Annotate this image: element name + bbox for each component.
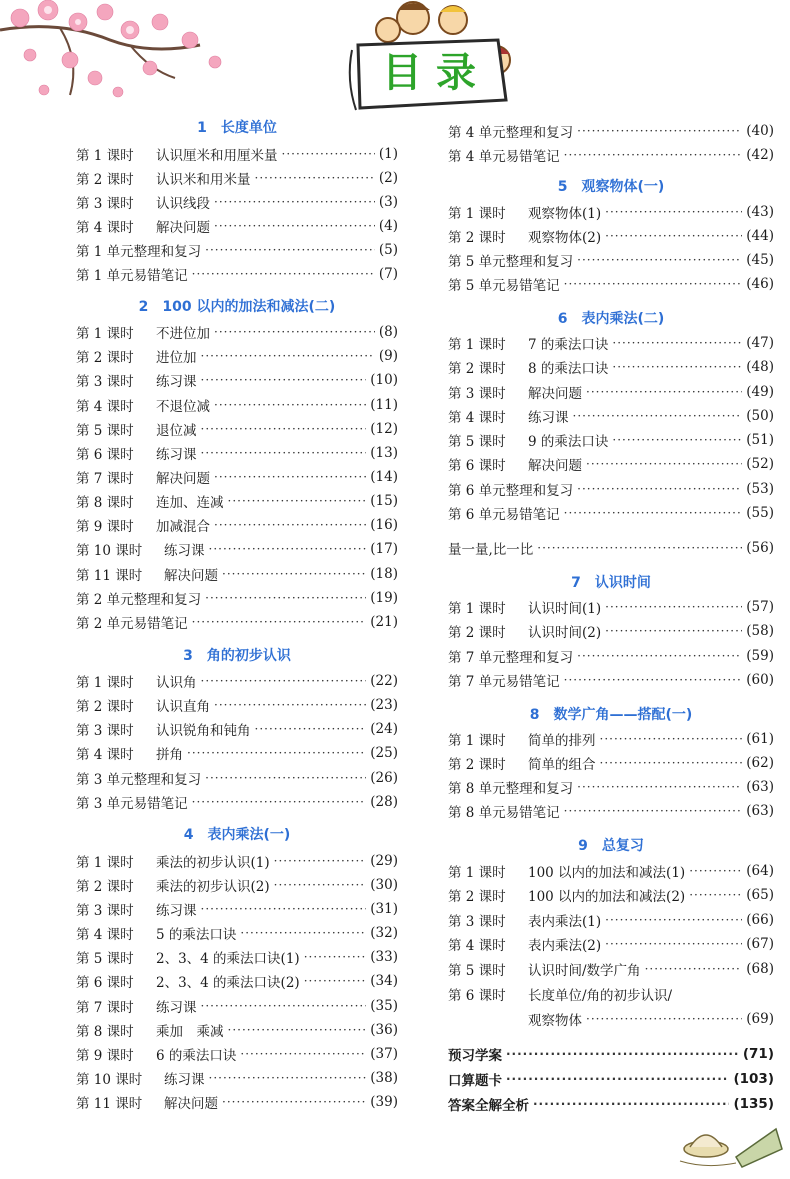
section-title: 2 100 以内的加法和减法(二) <box>138 299 336 315</box>
toc-entry[interactable]: 第 4 单元整理和复习 ····· (40) <box>448 120 774 142</box>
section-title: 5 观察物体(一) <box>557 179 665 195</box>
toc-entry[interactable]: 第 7 课时 解决问题 ····· (14) <box>76 466 398 488</box>
toc-entry[interactable]: 第 2 课时 认识时间(2) ····· (58) <box>448 620 774 642</box>
toc-entry-oral-calc[interactable]: 口算题卡 ····· (103) <box>448 1068 774 1090</box>
toc-entry[interactable]: 第 3 单元易错笔记 ····· (28) <box>76 791 398 813</box>
toc-entry[interactable]: 第 1 课时 100 以内的加法和减法(1) ····· (64) <box>448 860 774 882</box>
toc-entry[interactable]: 第 4 课时 不退位减 ····· (11) <box>76 394 398 416</box>
toc-entry[interactable]: 第 6 课时 解决问题 ····· (52) <box>448 453 774 475</box>
toc-entry[interactable]: 第 2 课时 认识直角 ····· (23) <box>76 694 398 716</box>
toc-entry[interactable]: 第 1 课时 认识时间(1) ····· (57) <box>448 596 774 618</box>
toc-entry[interactable]: 第 5 单元整理和复习 ····· (45) <box>448 249 774 271</box>
toc-entry[interactable]: 第 3 课时 练习课 ····· (31) <box>76 898 398 920</box>
section-title: 1 长度单位 <box>197 120 277 136</box>
section-title: 9 总复习 <box>578 838 644 854</box>
toc-entry-preview[interactable]: 预习学案 ····· (71) <box>448 1043 774 1065</box>
section-title: 8 数学广角——搭配(一) <box>529 707 693 723</box>
toc-entry[interactable]: 第 1 课时 观察物体(1) ····· (43) <box>448 201 774 223</box>
toc-entry[interactable]: 第 5 课时 2、3、4 的乘法口诀(1) ····· (33) <box>76 946 398 968</box>
cherry-blossom-decoration <box>0 0 250 110</box>
toc-entry[interactable]: 第 7 单元易错笔记 ····· (60) <box>448 669 774 691</box>
toc-entry[interactable]: 第 11 课时 解决问题 ····· (18) <box>76 563 398 585</box>
toc-entry[interactable]: 第 1 课时 7 的乘法口诀 ····· (47) <box>448 332 774 354</box>
toc-entry[interactable]: 第 4 课时 拼角 ····· (25) <box>76 742 398 764</box>
toc-entry[interactable]: 第 3 课时 练习课 ····· (10) <box>76 369 398 391</box>
toc-entry[interactable]: 第 3 课时 表内乘法(1) ····· (66) <box>448 909 774 931</box>
toc-entry[interactable]: 第 11 课时 解决问题 ····· (39) <box>76 1091 398 1113</box>
toc-entry[interactable]: 第 6 课时 长度单位/角的初步认识/ <box>448 988 673 1004</box>
toc-entry[interactable]: 量一量,比一比 ····· (56) <box>448 537 774 559</box>
toc-entry[interactable]: 第 1 课时 乘法的初步认识(1) ····· (29) <box>76 850 398 872</box>
toc-entry[interactable]: 第 3 课时 解决问题 ····· (49) <box>448 381 774 403</box>
toc-entry[interactable]: 第 2 课时 简单的组合 ····· (62) <box>448 752 774 774</box>
toc-entry[interactable]: 第 9 课时 6 的乘法口诀 ····· (37) <box>76 1043 398 1065</box>
section-title: 4 表内乘法(一) <box>183 827 291 843</box>
toc-entry[interactable]: 第 3 课时 认识线段 ····· (3) <box>76 191 398 213</box>
toc-entry[interactable]: 第 2 课时 认识米和用米量 ····· (2) <box>76 167 398 189</box>
toc-entry[interactable]: 第 5 课时 9 的乘法口诀 ····· (51) <box>448 429 774 451</box>
toc-entry[interactable]: 第 1 课时 认识厘米和用厘米量 ····· (1) <box>76 143 398 165</box>
toc-entry[interactable]: 第 6 课时 练习课 ····· (13) <box>76 442 398 464</box>
toc-entry[interactable]: 第 2 课时 进位加 ····· (9) <box>76 345 398 367</box>
toc-entry[interactable]: 第 4 课时 练习课 ····· (50) <box>448 405 774 427</box>
toc-entry[interactable]: 第 6 单元整理和复习 ····· (53) <box>448 478 774 500</box>
toc-entry[interactable]: 第 8 课时 乘加 乘减 ····· (36) <box>76 1019 398 1041</box>
section-title: 3 角的初步认识 <box>183 648 291 664</box>
toc-entry[interactable]: 第 5 课时 退位减 ····· (12) <box>76 418 398 440</box>
toc-entry[interactable]: 第 4 课时 表内乘法(2) ····· (67) <box>448 933 774 955</box>
toc-entry[interactable]: 第 10 课时 练习课 ····· (38) <box>76 1067 398 1089</box>
toc-entry[interactable]: 第 9 课时 加减混合 ····· (16) <box>76 514 398 536</box>
toc-entry[interactable]: 第 2 课时 观察物体(2) ····· (44) <box>448 225 774 247</box>
page-title: 目录 <box>382 50 490 96</box>
toc-entry[interactable]: 第 1 课时 不进位加 ····· (8) <box>76 321 398 343</box>
toc-entry[interactable]: 第 4 课时 5 的乘法口诀 ····· (32) <box>76 922 398 944</box>
toc-entry[interactable]: 第 5 课时 认识时间/数学广角 ····· (68) <box>448 958 774 980</box>
toc-entry[interactable]: 第 2 课时 8 的乘法口诀 ····· (48) <box>448 356 774 378</box>
toc-entry-answers[interactable]: 答案全解全析 ····· (135) <box>448 1093 774 1115</box>
toc-entry[interactable]: 第 4 单元易错笔记 ····· (42) <box>448 144 774 166</box>
toc-entry[interactable]: 第 1 课时 简单的排列 ····· (61) <box>448 728 774 750</box>
toc-entry[interactable]: 第 5 单元易错笔记 ····· (46) <box>448 273 774 295</box>
toc-entry[interactable]: 第 7 单元整理和复习 ····· (59) <box>448 645 774 667</box>
toc-entry[interactable]: 第 1 课时 认识角 ····· (22) <box>76 670 398 692</box>
section-title: 6 表内乘法(二) <box>557 311 665 327</box>
toc-entry[interactable]: 第 8 单元整理和复习 ····· (63) <box>448 776 774 798</box>
toc-entry[interactable]: 观察物体 ····· (69) <box>528 1008 774 1030</box>
toc-entry[interactable]: 第 2 课时 乘法的初步认识(2) ····· (30) <box>76 874 398 896</box>
toc-entry[interactable]: 第 8 课时 连加、连减 ····· (15) <box>76 490 398 512</box>
toc-entry[interactable]: 第 3 单元整理和复习 ····· (26) <box>76 767 398 789</box>
toc-entry[interactable]: 第 8 单元易错笔记 ····· (63) <box>448 800 774 822</box>
toc-entry[interactable]: 第 2 单元易错笔记 ····· (21) <box>76 611 398 633</box>
toc-entry[interactable]: 第 1 单元易错笔记 ····· (7) <box>76 263 398 285</box>
toc-entry[interactable]: 第 4 课时 解决问题 ····· (4) <box>76 215 398 237</box>
tea-and-book-decoration <box>676 1109 786 1169</box>
toc-entry[interactable]: 第 2 课时 100 以内的加法和减法(2) ····· (65) <box>448 884 774 906</box>
toc-entry[interactable]: 第 6 课时 2、3、4 的乘法口诀(2) ····· (34) <box>76 970 398 992</box>
toc-entry[interactable]: 第 10 课时 练习课 ····· (17) <box>76 538 398 560</box>
toc-entry[interactable]: 第 7 课时 练习课 ····· (35) <box>76 995 398 1017</box>
toc-entry[interactable]: 第 6 单元易错笔记 ····· (55) <box>448 502 774 524</box>
toc-entry[interactable]: 第 1 单元整理和复习 ····· (5) <box>76 239 398 261</box>
toc-entry[interactable]: 第 2 单元整理和复习 ····· (19) <box>76 587 398 609</box>
section-title: 7 认识时间 <box>571 575 651 591</box>
toc-entry[interactable]: 第 3 课时 认识锐角和钝角 ····· (24) <box>76 718 398 740</box>
